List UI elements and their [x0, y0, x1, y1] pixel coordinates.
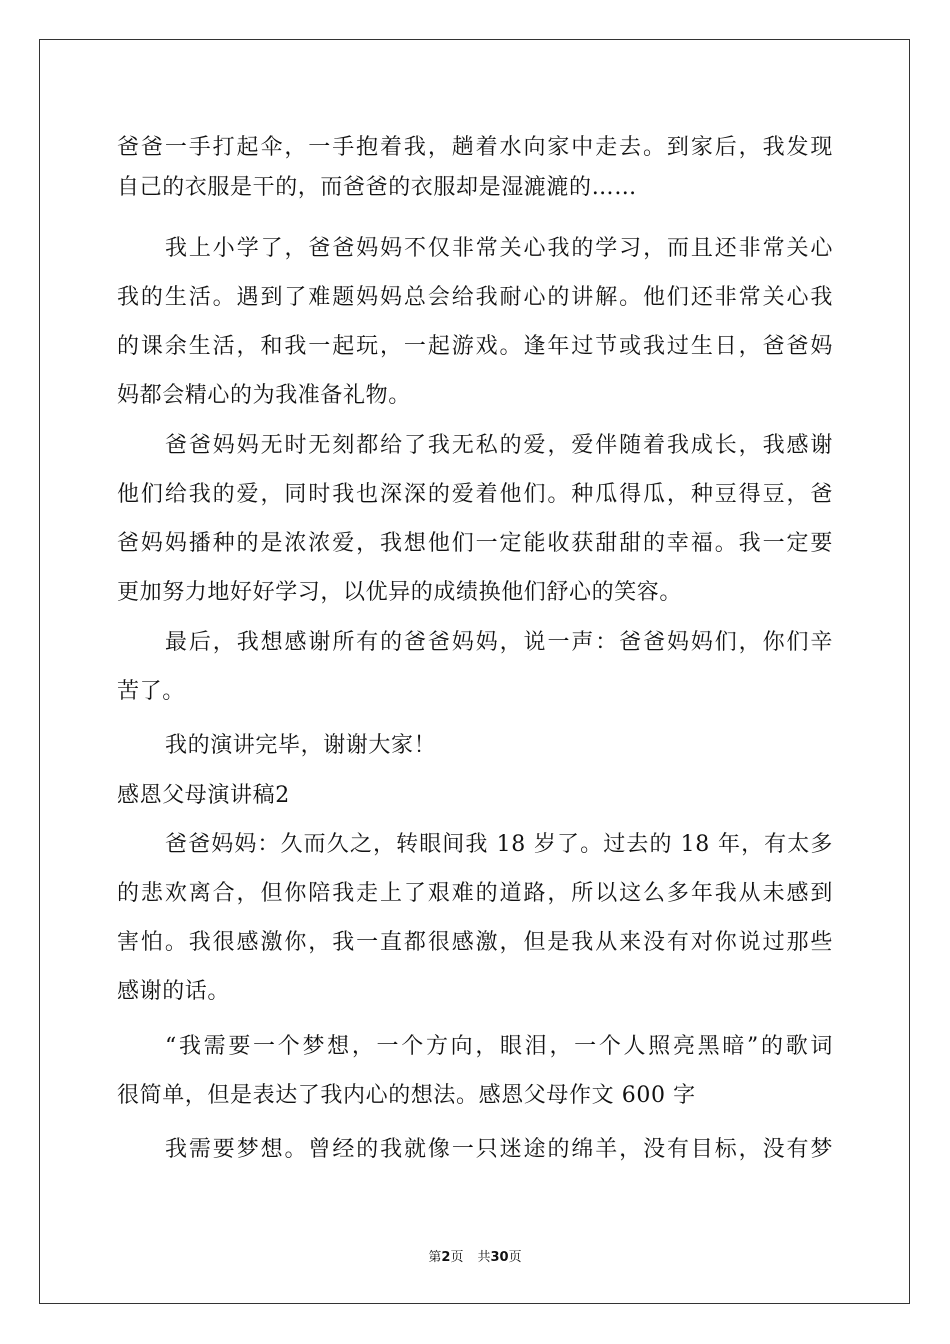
- text-line: 我需要梦想。曾经的我就像一只迷途的绵羊，没有目标，没有梦: [165, 1137, 833, 1162]
- total-prefix: 共: [477, 1250, 491, 1265]
- text-line: 苦了。: [117, 679, 185, 704]
- page-footer: [0, 1246, 950, 1265]
- current-page-number: 2: [441, 1250, 451, 1265]
- text-line: 的悲欢离合，但你陪我走上了艰难的道路，所以这么多年我从未感到: [117, 881, 833, 906]
- text-line: 爸妈妈播种的是浓浓爱，我想他们一定能收获甜甜的幸福。我一定要: [117, 531, 833, 556]
- text-line: 更加努力地好好学习，以优异的成绩换他们舒心的笑容。: [117, 580, 683, 605]
- section-heading: 感恩父母演讲稿2: [117, 783, 290, 808]
- text-line: 害怕。我很感激你，我一直都很感激，但是我从来没有对你说过那些: [117, 930, 833, 955]
- text-line: 最后，我想感谢所有的爸爸妈妈，说一声：爸爸妈妈们，你们辛: [165, 630, 833, 655]
- page-unit: 页: [450, 1250, 464, 1265]
- text-line: 爸爸一手打起伞，一手抱着我，趟着水向家中走去。到家后，我发现: [117, 135, 833, 160]
- total-unit: 页: [508, 1250, 522, 1265]
- text-line: 自己的衣服是干的，而爸爸的衣服却是湿漉漉的……: [117, 175, 637, 200]
- page-prefix: 第: [428, 1250, 442, 1265]
- text-line: 爸爸妈妈无时无刻都给了我无私的爱，爱伴随着我成长，我感谢: [165, 433, 833, 458]
- text-line: “我需要一个梦想，一个方向，眼泪，一个人照亮黑暗”的歌词: [165, 1034, 833, 1059]
- text-line: 他们给我的爱，同时我也深深的爱着他们。种瓜得瓜，种豆得豆，爸: [117, 482, 833, 507]
- text-line: 我的生活。遇到了难题妈妈总会给我耐心的讲解。他们还非常关心我: [117, 285, 833, 310]
- text-line: 感谢的话。: [117, 979, 231, 1004]
- text-line: 妈都会精心的为我准备礼物。: [117, 383, 411, 408]
- text-line: 很简单，但是表达了我内心的想法。感恩父母作文 600 字: [117, 1083, 696, 1108]
- text-line: 的课余生活，和我一起玩，一起游戏。逢年过节或我过生日，爸爸妈: [117, 334, 833, 359]
- text-line: 我的演讲完毕，谢谢大家！: [165, 733, 437, 758]
- text-line: 我上小学了，爸爸妈妈不仅非常关心我的学习，而且还非常关心: [165, 236, 833, 261]
- total-page-number: 30: [490, 1250, 509, 1265]
- text-line: 爸爸妈妈：久而久之，转眼间我 18 岁了。过去的 18 年，有太多: [165, 832, 833, 857]
